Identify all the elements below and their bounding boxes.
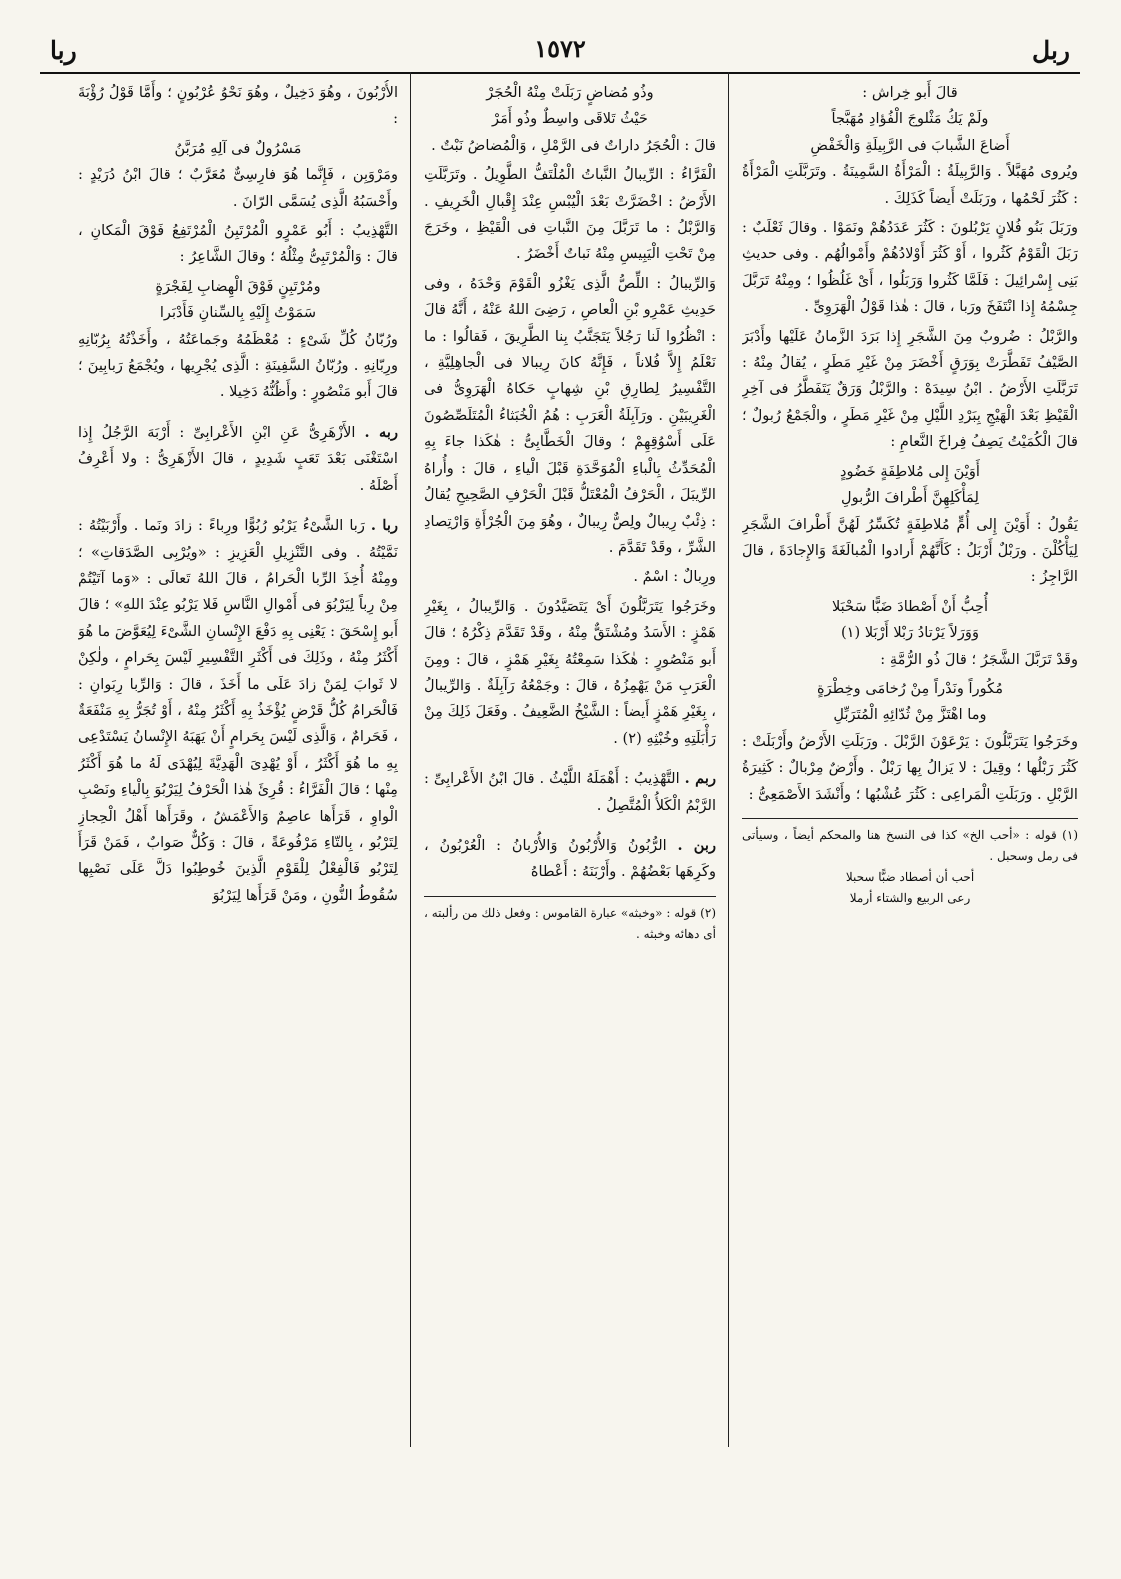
verse-line: سَمَوْتُ إِلَيْهِ بِالسِّنانِ فَأَدْبَرا xyxy=(159,304,317,322)
text-paragraph: الْفَرَّاءُ : الرِّيبالُ النَّباتُ الْمُلْتَفُّ الطَّوِيلُ . وتَرَبَّلَتِ الأَرْضُ : اخْضَرَّتْ بَعْدَ الْيُبْسِ عِنْدَ إِقْبالِ الْخَرِيفِ . وَالرَّبْلُ : ما تَرَبَّلَ مِنَ النَّباتِ فى الْقَيْظِ ، وخَرَجَ مِنْ تَحْتِ الْيَبِيسِ مِنْهُ نَباتٌ أَخْضَرُ . xyxy=(424,166,716,263)
page-header xyxy=(50,30,1070,72)
verse-line: لِمَأْكَلِهِنَّ أَطْرافَ الرُّبولِ xyxy=(841,489,979,507)
column-left xyxy=(78,80,398,1450)
footnote-verse: رعى الربيع والشتاء أرملا xyxy=(849,890,971,905)
header-rule xyxy=(40,72,1080,74)
text-paragraph: والرَّبْلُ : ضُروبٌ مِنَ الشَّجَرِ إِذا بَرَدَ الزَّمانُ عَلَيْها وأَدْبَرَ الصَّيْفُ تَفَطَّرَتْ بِوَرَقٍ أَخْضَرَ مِنْ غَيْرِ مَطَرٍ ، يُقالُ مِنْهُ : تَرَبَّلَتِ الأَرْضُ . ابْنُ سِيدَهْ : والرَّبْلُ وَرَقٌ يَتَفَطَّرُ فى آخِرِ الْقَيْظِ بَعْدَ الْهَيْجِ بِبَرْدِ اللَّيْلِ مِنْ غَيْرِ مَطَرٍ ، والْجَمْعُ رُبولٌ ؛ قالَ الْكُمَيْتُ يَصِفُ فِراخَ النَّعامِ : xyxy=(742,327,1078,451)
text-paragraph: ومَرْوَبِن ، فَإِنَّما هُوَ فارِسِىٌّ مُعَرَّبٌ ؛ قالَ ابْنُ دُرَيْدٍ : وأَحْسَبُهُ الَّذِى يُسَمَّى الرّانَ . xyxy=(78,166,398,210)
dictionary-entry: ربم . التَّهْذِيبُ : أَهْمَلَهُ اللَّيْثُ . قالَ ابْنُ الأَعْرابِىِّ : الرَّبْمُ الْكَلأُ الْمُتَّصِلُ . xyxy=(424,770,716,814)
verse-line: قالَ أَبو خِراش : xyxy=(862,84,958,101)
entry-headword: ربن . xyxy=(677,836,716,854)
verse-line: وما اهْتَزَّ مِنْ ثُدّائِهِ الْمُتَرَبِّلِ xyxy=(833,706,987,724)
verse-line: وذُو مُضاضٍ رَبَلَتْ مِنْهُ الْحُجَرْ xyxy=(486,84,654,101)
text-paragraph: ورِبالٌ : اسْمٌ . xyxy=(633,568,716,586)
column-right xyxy=(742,80,1078,1450)
verse-line: مُكُوراً ونَدْراً مِنْ رُخامَى وخِطْرَةٍ xyxy=(816,679,1004,697)
dictionary-entry: ربا . رَبا الشَّىْءُ يَرْبُو رُبُوًّا ورِباءً : زادَ ونَما . وأَرْبَيْتُهُ : نَمَّيْتُهُ . وفى التَّنْزِيلِ الْعَزِيزِ : «ويُرْبِى الصَّدَقاتِ» ؛ ومِنْهُ أُخِذَ الرِّبا الْحَرامُ ، قالَ اللهُ تَعالَى : «وَما آتَيْتُمْ مِنْ رِباً لِيَرْبُوَ فى أَمْوالِ النَّاسِ فَلا يَرْبُو عِنْدَ اللهِ» ؛ قالَ أَبو إِسْحَقَ : يَعْنِى بِهِ دَفْعَ الإِنْسانِ الشَّىْءَ لِيُعَوَّضَ ما هُوَ أَكْثَرُ مِنْهُ ، وذَلِكَ فى أَكْثَرِ التَّفْسِيرِ لَيْسَ بِحَرامٍ ، ولٰكِنْ لا ثَوابَ لِمَنْ زادَ عَلَى ما أَخَذَ ، قالَ : وَالرِّبا رِبَوانِ : فَالْحَرامُ كُلُّ قَرْضٍ يُؤْخَذُ بِهِ أَكْثَرُ مِنْهُ ، أَوْ تُجَرُّ بِهِ مَنْفَعَةٌ ، فَحَرامٌ ، وَالَّذِى لَيْسَ بِحَرامٍ أَنْ يَهَبَهُ الإِنْسانُ يَسْتَدْعِى بِهِ ما هُوَ أَكْثَرُ ، أَوْ يُهْدِىَ الْهَدِيَّةَ لِيُهْدَى لَهُ ما هُوَ أَكْثَرُ مِنْها ؛ قالَ الْفَرَّاءُ : قُرِئَ هٰذا الْحَرْفُ لِيَرْبُوَ بِالْياءِ ونَصْبِ الْواوِ ، قَرَأَها عاصِمٌ وَالأَعْمَشُ ، وقَرَأَها أَهْلُ الْحِجازِ لِتَرْبُو ، بِالتّاءِ مَرْفُوعَةً ، قالَ : وَكُلٌّ صَوابٌ ، فَمَنْ قَرَأَ لِتَرْبُو فَالْفِعْلُ لِلْقَوْمِ الَّذِينَ خُوطِبُوا دَلَّ عَلَى نَصْبِها سُقُوطُ النُّونِ ، ومَنْ قَرَأَها لِيَرْبُوَ xyxy=(78,517,398,904)
text-paragraph: قالَ : الْحُجَرُ داراتٌ فى الرَّمْلِ ، وَالْمُضاضُ نَبْتٌ . xyxy=(431,136,716,154)
verse-line: ومُرْتَبِنٍ فَوْقَ الْهِضابِ لِفَجْرَةٍ xyxy=(155,277,321,295)
text-paragraph: ويُروى مُهَبَّلاً . وَالرَّبِيلَةُ : الْمَرْأَةُ السَّمِينَةُ . وتَرَبَّلَتِ الْمَرْأَةُ : كَثُرَ لَحْمُها ، ورَبَلَتْ أَيضاً كَذَلِكَ . xyxy=(742,163,1078,207)
footnote-text: (٢) قوله : «وخبثه» عبارة القاموس : وفعل ذلك من رألبته ، أى دهائه وخبثه . xyxy=(424,905,716,941)
text-paragraph: الأُرْبُونَ ، وهُوَ دَخِيلٌ ، وهُوَ نَحْوُ عُرْبُونٍ ؛ وأَمَّا قَوْلُ رُؤْبَةَ : xyxy=(78,84,398,128)
verse-line: أُحِبُّ أَنْ أَصْطادَ ضَبًّا سَحْبَلا xyxy=(831,597,989,615)
footnote-text: (١) قوله : «أحب الخ» كذا فى النسخ هنا والمحكم أيضاً ، وسيأتى فى رمل وسحبل . xyxy=(742,827,1078,863)
text-paragraph: وخَرَجُوا يَتَرَبَّلُونَ أَىْ يَتَصَيَّدُونَ . وَالرِّيبالُ ، بِغَيْرِ هَمْزٍ : الأَسَدُ ومُشْتَقٌّ مِنْهُ ، وقَدْ تَقَدَّمَ ذِكْرُهُ ؛ قالَ أَبو مَنْصُورٍ : هٰكَذا سَمِعْتُهُ بِغَيْرِ هَمْزٍ ، قالَ : ومِنَ الْعَرَبِ مَنْ يَهْمِزُهُ ، قالَ : وجَمْعُهُ رَآبِلَةٌ . وَالرِّيبالُ ، بِغَيْرِ هَمْزٍ أَيضاً : الشَّيْخُ الضَّعِيفُ . وفَعَلَ ذَلِكَ مِنْ رَأْبَلَتِهِ وخُبْثِهِ (٢) . xyxy=(424,597,716,747)
text-paragraph: ورُبّانُ كُلِّ شَىْءٍ : مُعْظَمُهُ وجَماعَتُهُ ، وأَخَذْتُهُ بِرُبّانِهِ ورِبّانِهِ . ورُبّانُ السَّفِينَةِ : الَّذِى يُجْرِيها ، ويُجْمَعُ رَبابِينَ ؛ قالَ أَبو مَنْصُورٍ : وأَظُنُّهُ دَخِيلا . xyxy=(78,330,398,401)
dictionary-entry: ربه . الأَزْهَرِىُّ عَنِ ابْنِ الأَعْرابِىِّ : أَرْبَهَ الرَّجُلُ إِذا اسْتَغْنَى بَعْدَ تَعَبٍ شَدِيدٍ ، قالَ الأَزْهَرِىُّ : ولا أَعْرِفُ أَصْلَهُ . xyxy=(78,423,398,494)
column-middle xyxy=(424,80,716,1450)
dictionary-entry: ربن . الرُّبُونُ وَالأُرْبُونُ وَالأُرْبانُ : الْعُرْبُونُ ، وكَرِهَها بَعْضُهُمْ . وأَرْبَنَهُ : أَعْطاهُ xyxy=(424,836,716,881)
footnote xyxy=(424,896,716,945)
page-number: ١٥٧٢ xyxy=(534,34,586,63)
text-paragraph: يَقُولُ : أَوَيْنَ إِلى أُمٍّ مُلاطِفَةٍ تُكَسِّرُ لَهُنَّ أَطْرافَ الشَّجَرِ لِيَأْكُلْنَ . ورَبْلٌ أَرْبَلُ : كَأَنَّهُمْ أَرادوا الْمُبالَغَةَ وَالإِجادَةَ ، قالَ الرَّاجِزُ : xyxy=(742,515,1078,586)
entry-headword: ربه . xyxy=(364,423,398,441)
verse-line: أَضاعَ الشَّبابَ فى الرَّبِيلَةِ وَالْخَفْضِ xyxy=(810,136,1010,154)
column-divider-right xyxy=(728,72,729,1447)
text-paragraph: وقَدْ تَرَبَّلَ الشَّجَرُ ؛ قالَ ذُو الرُّمَّةِ : xyxy=(880,650,1078,668)
footnote-verse: أحب أن أصطاد ضبًّا سحبلا xyxy=(845,869,975,884)
running-head-right: ربل xyxy=(1032,36,1070,65)
verse-line: حَيْثُ تَلاقَى واسِطٌ وذُو أَمَرْ xyxy=(492,110,648,128)
verse-line: مَسْرُولٌ فى آلِهِ مُرَبَّنُ xyxy=(174,139,302,157)
footnote xyxy=(742,818,1078,909)
verse-line: وَوَرَلاً يَرْتادُ رَبْلا أَرْبَلا (١) xyxy=(840,624,980,642)
entry-headword: ربم . xyxy=(684,770,716,788)
running-head-left: ربا xyxy=(50,36,77,65)
text-paragraph: التَّهْذِيبُ : أَبُو عَمْرٍو الْمُرْتَبِنُ الْمُرْتَفِعُ فَوْقَ الْمَكانِ ، قالَ : وَالْمُرْتَبِىُّ مِثْلُهُ ؛ وقالَ الشَّاعِرُ : xyxy=(78,222,398,266)
text-paragraph: ورَبَلَ بَنُو فُلانٍ يَرْبُلونَ : كَثُرَ عَدَدُهُمْ ونَمَوْا . وقالَ ثَعْلَبٌ : رَبَلَ الْقَوْمُ كَثُروا ، أَوْ كَثُرَ أَوْلادُهُمْ وأَمْوالُهُم . وفى حديثِ بَنِى إِسْرائِيلَ : فَلَمَّا كَثُروا وَرَبَلُوا ، أَىْ غَلُظُوا ؛ ومِنْهُ تَرَبَّلَ جِسْمُهُ إِذا انْتَفَخَ ورَبا ، قالَ : هٰذا قَوْلُ الْهَرَوِىِّ . xyxy=(742,219,1078,316)
verse-line: أَوَيْنَ إِلى مُلاطِفَةٍ خَضُودٍ xyxy=(840,462,980,480)
entry-headword: ربا . xyxy=(370,517,398,535)
verse-line: ولَمْ يَكُ مَثْلوجَ الْفُؤادِ مُهَبَّجاً xyxy=(831,110,989,128)
text-paragraph: وخَرَجُوا يَتَرَبَّلُونَ : يَرْعَوْنَ الرَّبْلَ . ورَبَلَتِ الأَرْضُ وأَرْبَلَتْ : كَثُرَ رَبْلُها ؛ وقِيلَ : لا يَزالُ بِها رَبْلٌ . وأَرْضٌ مِرْبالٌ : كَثِيرَةُ الرَّبْلِ . ورَبَلَتِ الْمَراعِى : كَثُرَ عُشْبُها ؛ وأَنْشَدَ الأَصْمَعِىُّ : xyxy=(742,732,1078,803)
column-divider-left xyxy=(410,72,411,1447)
text-paragraph: وَالرِّيبالُ : اللِّصُّ الَّذِى يَغْزُو الْقَوْمَ وَحْدَهُ ، وفى حَدِيثِ عَمْرِو بْنِ الْعاصِ ، رَضِىَ اللهُ عَنْهُ ، أَنَّهُ قالَ : انْظُرُوا لَنا رَجُلاً يَتَجَنَّبُ بِنا الطَّرِيقَ ، فَقالُوا : ما نَعْلَمُ إِلاَّ فُلاناً ، فَإِنَّهُ كانَ رِيبالا فى الْجاهِلِيَّةِ ، التَّفْسِيرُ لِطارِقِ بْنِ شِهابٍ حَكاهُ الْهَرَوِىُّ فى الْغَرِيبَيْنِ . ورَآبِلَةُ الْعَرَبِ : هُمُ الْخُبَثاءُ الْمُتَلَصِّصُونَ عَلَى أَسْوُقِهِمْ ؛ وقالَ الْخَطَّابِىُّ : هٰكَذا جاءَ بِهِ الْمُحَدِّثُ بِالْباءِ الْمُوَحَّدَةِ قَبْلَ الْياءِ ، قالَ : وأُراهُ الرِّيبَلَ ، الْحَرْفُ الْمُعْتَلُّ قَبْلَ الْحَرْفِ الصَّحِيحِ يُقالُ : ذِئْبٌ رِيبالٌ ولِصٌّ رِيبالٌ ، وهُوَ مِنَ الْجُرْأَةِ وَارْتِصادِ الشَّرِّ ، وقَدْ تَقَدَّمَ . xyxy=(424,274,716,556)
